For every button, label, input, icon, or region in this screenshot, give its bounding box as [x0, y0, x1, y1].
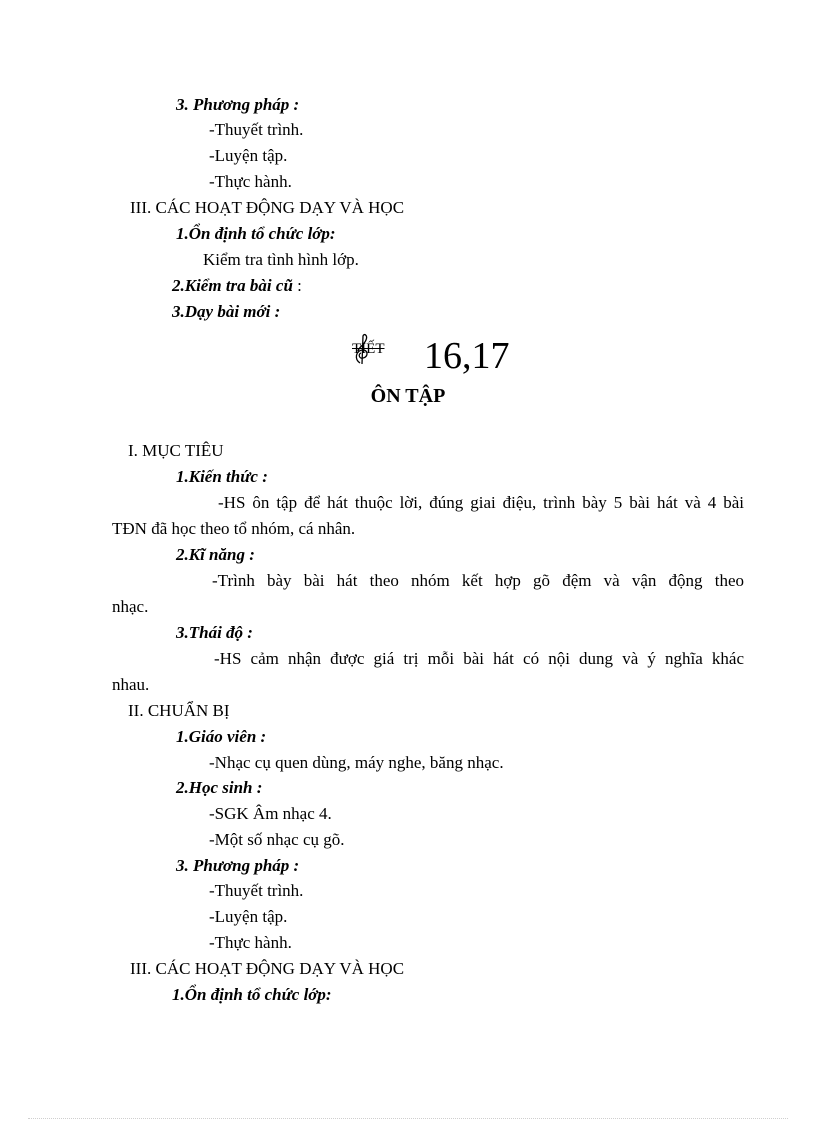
method-item: -Thực hành.	[209, 172, 292, 191]
step-text: Kiểm tra tình hình lớp.	[203, 250, 359, 269]
teacher-heading: 1.Giáo viên :	[176, 727, 267, 746]
section-heading: I. MỤC TIÊU	[128, 441, 224, 460]
method-item: -Thực hành.	[209, 933, 292, 952]
student-item: -Một số nhạc cụ gõ.	[209, 830, 345, 849]
method-item: -Luyện tập.	[209, 146, 288, 165]
section-heading: III. CÁC HOẠT ĐỘNG DẠY VÀ HỌC	[130, 959, 405, 978]
student-heading: 2.Học sinh :	[176, 778, 263, 797]
lesson-label: TIẾT	[352, 341, 385, 357]
step-heading: 3.Dạy bài mới :	[172, 302, 281, 321]
teacher-text: -Nhạc cụ quen dùng, máy nghe, băng nhạc.	[209, 753, 504, 772]
attitude-heading: 3.Thái độ :	[176, 623, 253, 642]
method-heading: 3. Phương pháp :	[176, 856, 300, 875]
skills-text: nhạc.	[112, 597, 149, 616]
method-item: -Thuyết trình.	[209, 120, 304, 139]
section-heading: III. CÁC HOẠT ĐỘNG DẠY VÀ HỌC	[130, 198, 405, 217]
page-divider	[28, 1118, 788, 1119]
attitude-text: nhau.	[112, 675, 150, 694]
knowledge-heading: 1.Kiến thức :	[176, 467, 268, 486]
section-heading: II. CHUẨN BỊ	[128, 701, 230, 720]
step-heading	[172, 276, 302, 296]
attitude-text: -HS cảm nhận được giá trị mỗi bài hát có nội dung và ý nghĩa khác	[214, 649, 744, 668]
step-heading-label: 2.Kiểm tra bài cũ	[172, 276, 293, 295]
step-heading-suffix: :	[292, 276, 302, 295]
knowledge-text: TĐN đã học theo tổ nhóm, cá nhân.	[112, 519, 356, 538]
step-heading: 1.Ổn định tổ chức lớp:	[176, 224, 336, 243]
lesson-number: 16,17	[424, 335, 510, 377]
method-heading: 3. Phương pháp :	[176, 95, 300, 114]
skills-text: -Trình bày bài hát theo nhóm kết hợp gõ đệm và vận động theo	[212, 571, 744, 590]
method-item: -Luyện tập.	[209, 907, 288, 926]
method-item: -Thuyết trình.	[209, 881, 304, 900]
step-heading: 1.Ổn định tổ chức lớp:	[172, 985, 332, 1004]
skills-heading: 2.Kĩ năng :	[176, 545, 255, 564]
knowledge-text: -HS ôn tập để hát thuộc lời, đúng giai điệu, trình bày 5 bài hát và 4 bài	[218, 493, 744, 512]
student-item: -SGK Âm nhạc 4.	[209, 804, 332, 823]
lesson-title: ÔN TẬP	[370, 385, 446, 407]
